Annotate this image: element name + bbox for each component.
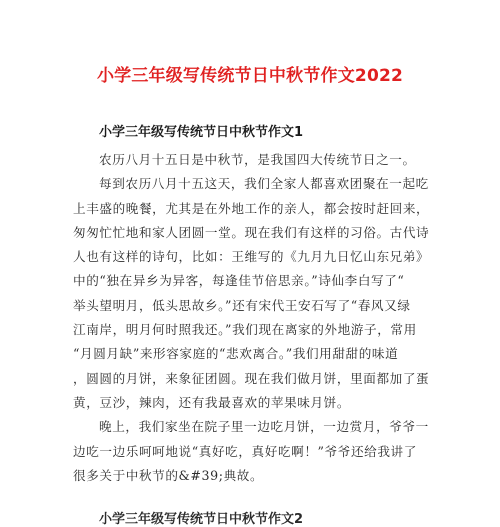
paragraph-line: 人也有这样的诗句，比如：王维写的《九月九日忆山东兄弟》 <box>73 249 430 265</box>
paragraph-line: 上丰盛的晚餐，尤其是在外地工作的亲人，都会按时赶回来， <box>73 200 430 216</box>
paragraph-line: 晚上，我们家坐在院子里一边吃月饼，一边赏月，爷爷一 <box>99 419 429 435</box>
section-heading-2: 小学三年级写传统节日中秋节作文2 <box>99 512 304 527</box>
paragraph-line: 很多关于中秋节的&#39;典故。 <box>73 467 264 483</box>
paragraph-line: ，圆圆的月饼，来象征团圆。现在我们做月饼，里面都加了蛋 <box>73 370 430 386</box>
paragraph-line: 黄，豆沙，辣肉，还有我最喜欢的苹果味月饼。 <box>73 394 351 410</box>
paragraph-line: 中的“独在异乡为异客，每逢佳节倍思亲。”诗仙李白写了“ <box>73 273 405 289</box>
paragraph-line: 每到农历八月十五这天，我们全家人都喜欢团聚在一起吃 <box>99 176 429 192</box>
paragraph-line: 农历八月十五日是中秋节，是我国四大传统节日之一。 <box>99 152 416 167</box>
paragraph-line: “月圆月缺”来形容家庭的“悲欢离合。”我们用甜甜的味道 <box>73 346 399 362</box>
paragraph-line: 江南岸，明月何时照我还。”我们现在离家的外地游子，常用 <box>73 322 417 338</box>
essay-body <box>73 148 447 488</box>
paragraph-line: 匆匆忙忙地和家人团圆一堂。现在我们有这样的习俗。古代诗 <box>73 224 430 240</box>
paragraph-line: 边吃一边乐呵呵地说“真好吃，真好吃啊！”爷爷还给我讲了 <box>73 443 417 459</box>
section-heading-1: 小学三年级写传统节日中秋节作文1 <box>99 125 304 140</box>
document-title: 小学三年级写传统节日中秋节作文2022 <box>96 66 404 86</box>
paragraph-line: 举头望明月，低头思故乡。”还有宋代王安石写了“春风又绿 <box>73 297 411 313</box>
